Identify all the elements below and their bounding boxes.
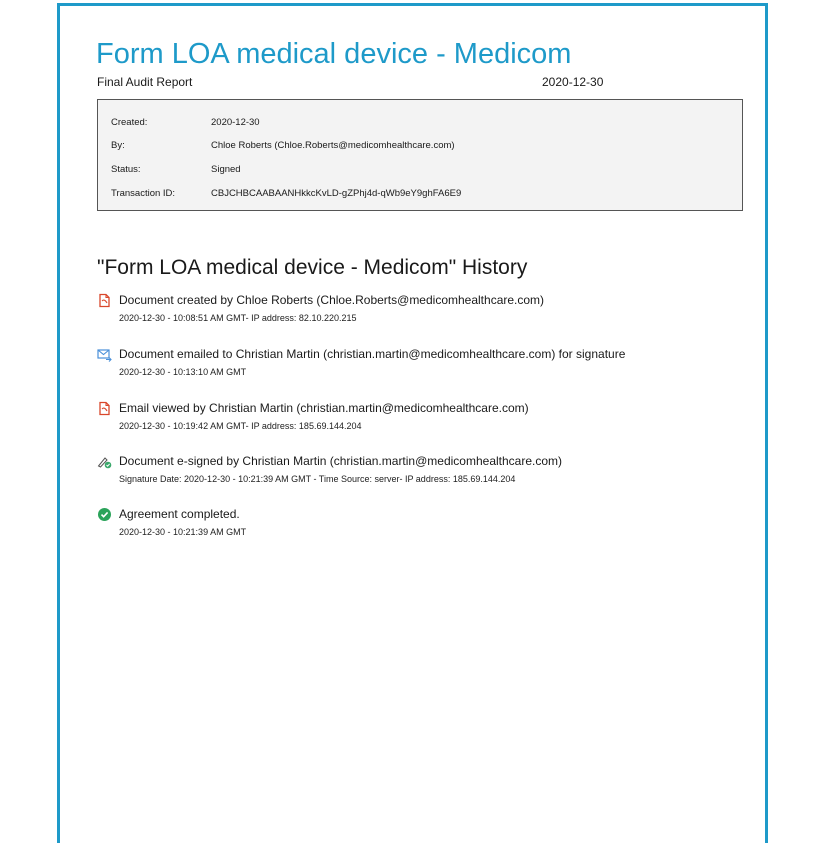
event-detail: Signature Date: 2020-12-30 - 10:21:39 AM GMT - Time Source: server- IP address: 185.69.144.204: [119, 474, 516, 484]
event-text: Agreement completed.: [119, 507, 240, 521]
email-sent-icon: [97, 347, 112, 362]
report-subtitle: Final Audit Report: [97, 75, 193, 89]
document-title: Form LOA medical device - Medicom: [96, 38, 572, 70]
summary-value: 2020-12-30: [211, 117, 260, 128]
report-date: 2020-12-30: [542, 75, 604, 89]
event-detail: 2020-12-30 - 10:08:51 AM GMT- IP address: 82.10.220.215: [119, 313, 357, 323]
summary-label: Status:: [111, 164, 141, 175]
summary-label: Created:: [111, 117, 148, 128]
event-text: Document created by Chloe Roberts (Chloe.Roberts@medicomhealthcare.com): [119, 293, 545, 307]
summary-label: Transaction ID:: [111, 188, 176, 199]
summary-box: [97, 99, 743, 211]
audit-report-page: [57, 3, 768, 843]
document-viewed-icon: [97, 401, 112, 416]
summary-label: By:: [111, 140, 125, 151]
history-title: "Form LOA medical device - Medicom" History: [97, 256, 528, 279]
event-text: Email viewed by Christian Martin (christian.martin@medicomhealthcare.com): [119, 401, 529, 415]
summary-value: Chloe Roberts (Chloe.Roberts@medicomhealthcare.com): [211, 140, 455, 151]
summary-value: CBJCHBCAABAANHkkcKvLD-gZPhj4d-qWb9eY9ghFA6E9: [211, 188, 462, 199]
summary-value: Signed: [211, 164, 241, 175]
event-text: Document e-signed by Christian Martin (christian.martin@medicomhealthcare.com): [119, 454, 563, 468]
e-signed-icon: [97, 454, 112, 469]
document-created-icon: [97, 293, 112, 308]
event-text: Document emailed to Christian Martin (christian.martin@medicomhealthcare.com) for signature: [119, 347, 626, 361]
event-detail: 2020-12-30 - 10:19:42 AM GMT- IP address: 185.69.144.204: [119, 421, 362, 431]
check-circle-icon: [97, 507, 112, 522]
event-detail: 2020-12-30 - 10:21:39 AM GMT: [119, 527, 247, 537]
event-detail: 2020-12-30 - 10:13:10 AM GMT: [119, 367, 247, 377]
